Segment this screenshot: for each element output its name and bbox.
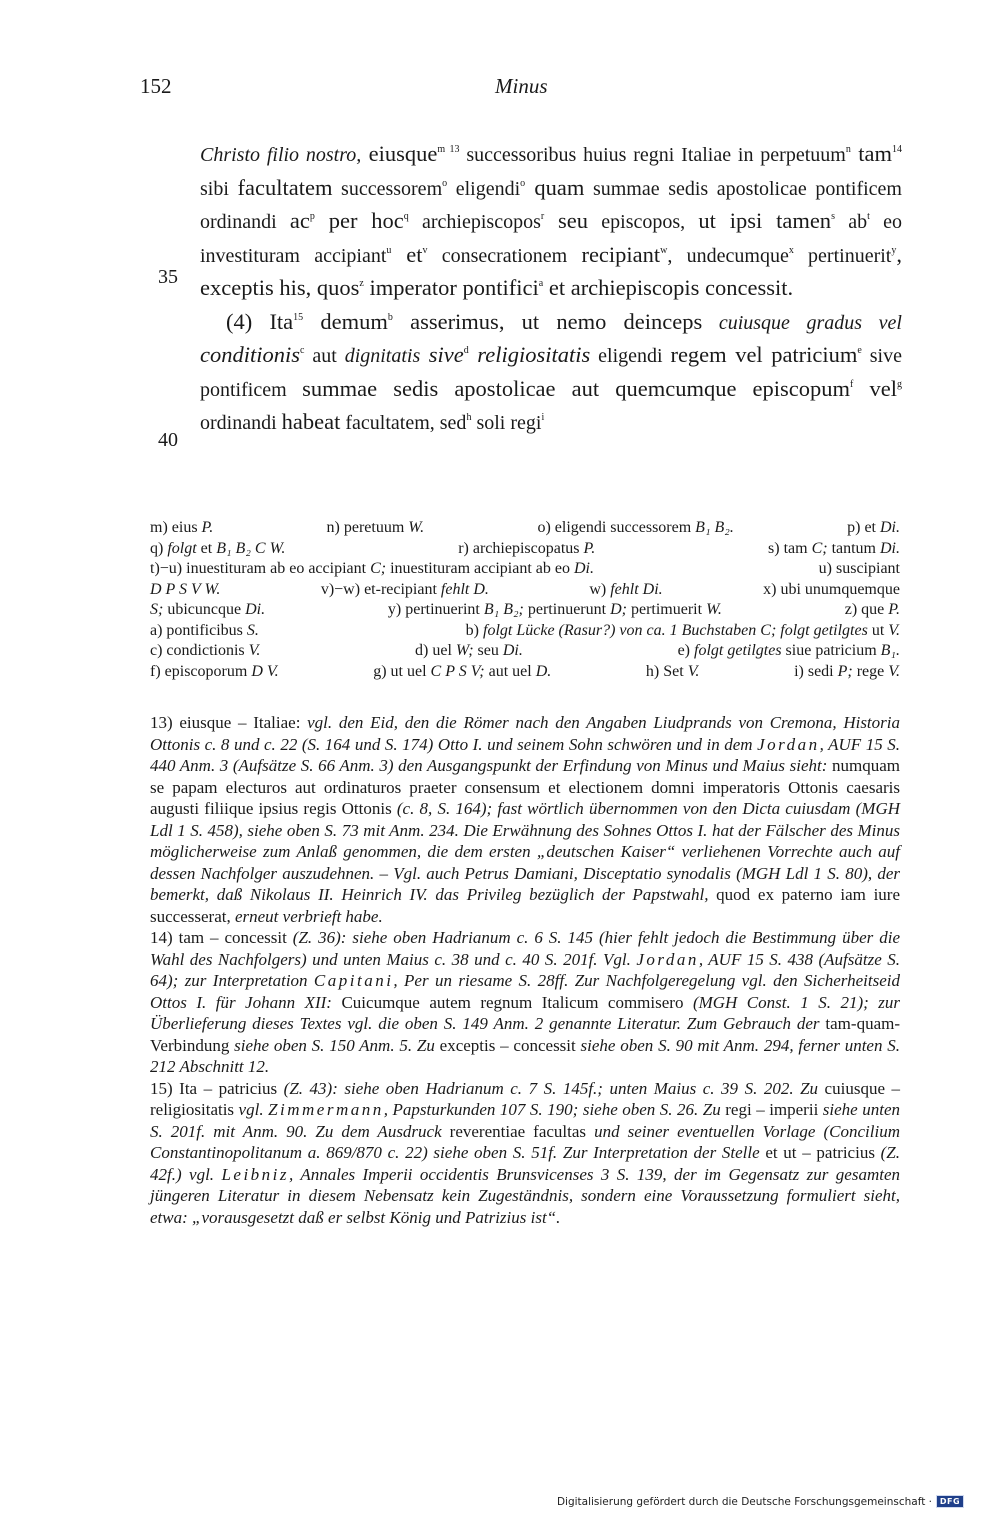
apparatus-entry bbox=[763, 580, 900, 601]
text-run: summae sedis apostolicae aut quemcumque episcopum bbox=[302, 375, 851, 401]
text-run: und seiner eventuellen Vorlage (Concilium Constantinopolitanum a. 869/870 c. 22) siehe oben S. 51f. Zur Interpretation der Stelle bbox=[150, 1121, 900, 1162]
text-run: (Z. 36): siehe oben Hadrianum c. 6 S. 145 (hier fehlt jedoch die Bestimmung über die Wahl des Nachfolgers) und unten Maius c. 38 und c. 40 S. 201f. Vgl. bbox=[150, 928, 900, 969]
footnote-mark: h bbox=[466, 412, 472, 423]
text-run: religiositatis bbox=[468, 342, 591, 367]
apparatus-line bbox=[150, 641, 900, 662]
text-run: siehe unten S. 201f. mit Anm. 90. Zu dem Ausdruck bbox=[150, 1100, 900, 1141]
text-run: (c. 8, S. 164); fast wörtlich übernommen von den Dicta cuiusdam (MGH Ldl 1 S. 458), siehe oben S. 73 mit Anm. 234. Die Erwähnung des Sohnes Ottos I. hat der Fälscher des Minus möglicherweise zum Anlaß genommen, die dem ersten „deutschen Kaiser“ verliehenen Vorrechte auch auf dessen Nachfolger auszudehnen. – Vgl. auch Petrus Damiani, Disceptatio synodalis (MGH Ldl 1 S. 80), der bemerkt, daß Nikolaus II. Heinrich IV. das Privileg bezüglich der Papstwahl, bbox=[150, 799, 901, 904]
text-run: eligendi bbox=[590, 345, 671, 367]
text-run: imperator pontifici bbox=[363, 275, 539, 300]
footnote-mark: o bbox=[442, 177, 448, 189]
text-run: tam-quam-Verbindung bbox=[150, 1014, 900, 1055]
apparatus-entry bbox=[150, 518, 213, 539]
apparatus-entry bbox=[458, 539, 595, 560]
text-run: , AUF 15 S. 438 (Aufsätze S. 64); zur Interpretation bbox=[150, 949, 900, 990]
text-run: asserimus, ut nemo deinceps bbox=[392, 308, 703, 334]
apparatus-entry bbox=[150, 621, 259, 642]
apparatus-run: folgt Lücke (Rasur?) von ca. 1 Buchstaben C; folgt getilgtes bbox=[483, 621, 868, 639]
edition-paragraph bbox=[200, 306, 902, 440]
text-run: siehe oben S. 150 Anm. 5. Zu bbox=[234, 1035, 435, 1055]
apparatus-run: V. bbox=[888, 621, 900, 639]
apparatus-entry bbox=[150, 559, 594, 580]
apparatus-run: C; bbox=[811, 539, 828, 557]
apparatus-run: B₁ B₂. bbox=[695, 519, 734, 536]
text-run: sive bbox=[420, 342, 464, 367]
text-run: Capitani bbox=[313, 971, 394, 990]
commentary-notes bbox=[150, 712, 900, 1228]
apparatus-run: P; bbox=[837, 662, 853, 680]
running-head bbox=[140, 74, 920, 104]
footnote-mark: b bbox=[387, 311, 393, 323]
footnote-mark: t bbox=[867, 211, 870, 222]
footnote-mark: y bbox=[891, 244, 897, 256]
text-run: quod ex paterno iam iure successerat, bbox=[150, 885, 900, 926]
text-run: eiusque bbox=[361, 141, 438, 166]
apparatus-run: z) que bbox=[844, 601, 889, 618]
text-run: (MGH Const. 1 S. 21); zur Überlieferung dieses Textes vgl. die oben S. 149 Anm. 2 genannte Literatur. Zum Gebrauch der bbox=[150, 992, 900, 1033]
footnote-mark: w bbox=[660, 244, 668, 256]
text-run: Cuicumque autem regnum Italicum commisero bbox=[331, 992, 693, 1012]
text-run: recipiant bbox=[581, 241, 661, 267]
apparatus-entry bbox=[537, 518, 733, 539]
apparatus-run: W. bbox=[706, 601, 722, 618]
footnote-mark: 15 bbox=[293, 311, 304, 323]
apparatus-run: D V. bbox=[251, 662, 279, 680]
text-run: ac bbox=[289, 208, 310, 233]
text-run: ut ipsi tamen bbox=[698, 208, 832, 233]
text-run: soli regi bbox=[471, 412, 542, 434]
apparatus-run: seu bbox=[473, 642, 503, 659]
footnote-mark: e bbox=[857, 345, 862, 356]
apparatus-line bbox=[150, 518, 900, 539]
apparatus-entry bbox=[678, 641, 900, 662]
apparatus-run: P. bbox=[201, 519, 214, 536]
text-run: (4) Ita bbox=[226, 308, 294, 334]
apparatus-run: P. bbox=[583, 539, 596, 557]
text-run: conditionis bbox=[200, 342, 300, 367]
apparatus-run: f) episcoporum bbox=[150, 662, 252, 680]
text-run: eligendi bbox=[447, 177, 521, 200]
apparatus-run: rege bbox=[852, 662, 889, 680]
text-run: regem vel patricium bbox=[670, 342, 858, 367]
apparatus-run: P. bbox=[888, 601, 900, 618]
apparatus-entry bbox=[373, 662, 551, 683]
footnote-mark: o bbox=[520, 177, 526, 189]
apparatus-run: W. bbox=[408, 519, 425, 536]
text-run: archiepiscopos bbox=[408, 211, 541, 233]
apparatus-entry bbox=[150, 539, 285, 560]
text-run: cuiusque gradus vel bbox=[702, 311, 902, 334]
text-run: , Per un riesame S. 28ff. Zur Nachfolgeregelung vgl. den Sicherheitseid Ottos I. für Johann XII: bbox=[150, 971, 900, 1012]
apparatus-entry bbox=[150, 662, 279, 683]
apparatus-run: C; bbox=[370, 560, 387, 577]
footnote-mark: c bbox=[300, 345, 305, 356]
apparatus-run: i) sedi bbox=[794, 662, 838, 680]
apparatus-run: c) condictionis bbox=[150, 642, 249, 659]
apparatus-line bbox=[150, 662, 900, 683]
apparatus-run: m) eius bbox=[150, 519, 202, 536]
text-run: vel bbox=[853, 375, 897, 401]
apparatus-run: t)−u) inuestituram ab eo accipiant bbox=[150, 560, 371, 577]
apparatus-line bbox=[150, 621, 900, 642]
footnote-mark: f bbox=[850, 378, 854, 390]
apparatus-line bbox=[150, 559, 900, 580]
text-run: sive pontificem bbox=[200, 345, 902, 401]
apparatus-run: tantum bbox=[827, 539, 880, 557]
edition-paragraph bbox=[200, 138, 902, 306]
apparatus-run: n) peretuum bbox=[326, 519, 409, 536]
apparatus-run: pertinuerunt bbox=[523, 601, 611, 618]
footnote-mark: q bbox=[403, 211, 409, 222]
footnote-mark: r bbox=[540, 211, 545, 222]
apparatus-run: siue patricium bbox=[781, 642, 881, 659]
commentary-note bbox=[150, 1078, 900, 1229]
text-run: quam bbox=[525, 174, 585, 200]
apparatus-run: u) suscipiant bbox=[818, 560, 900, 577]
apparatus-run: V. bbox=[888, 662, 900, 680]
apparatus-entry bbox=[321, 580, 489, 601]
apparatus-entry bbox=[589, 580, 662, 601]
text-run: et archiepiscopis concessit. bbox=[543, 275, 794, 300]
apparatus-run: s) tam bbox=[768, 539, 812, 557]
text-run: regi – imperii bbox=[720, 1100, 823, 1119]
apparatus-run: C P S V; bbox=[430, 662, 485, 680]
apparatus-entry bbox=[327, 518, 425, 539]
apparatus-run: W; bbox=[455, 642, 474, 659]
text-run: facultatem bbox=[237, 174, 333, 200]
footnote-mark: 14 bbox=[892, 144, 902, 155]
text-run: demum bbox=[303, 308, 388, 334]
apparatus-run: D. bbox=[535, 662, 552, 680]
page-number: 152 bbox=[140, 74, 172, 98]
apparatus-run: et bbox=[196, 539, 217, 557]
apparatus-entry bbox=[794, 662, 900, 683]
digitization-credit bbox=[557, 1495, 964, 1508]
text-run: ab bbox=[834, 211, 868, 233]
text-run: Christo filio nostro, bbox=[200, 144, 362, 166]
text-run: siehe oben S. 90 mit Anm. 294, ferner unten S. 212 Abschnitt 12. bbox=[150, 1035, 900, 1076]
text-run: exceptis – concessit bbox=[434, 1035, 581, 1055]
text-run: Jordan bbox=[757, 734, 820, 754]
text-run: , undecumque bbox=[667, 244, 789, 267]
footnote-mark: u bbox=[386, 244, 392, 256]
text-run: summae sedis apostolicae pontificem ordinandi bbox=[200, 177, 902, 233]
text-run: et bbox=[391, 241, 423, 267]
apparatus-run: V. bbox=[248, 642, 261, 659]
text-run: (Z. 43): siehe oben Hadrianum c. 7 S. 145f.; unten Maius c. 39 S. 202. Zu bbox=[283, 1078, 819, 1098]
text-run: vgl. den Eid, den die Römer nach den Angaben Liudprands von Cremona, Historia Ottonis c. 8 und c. 22 (S. 164 und S. 174) Otto I. und seinem Sohn schwören und in dem bbox=[150, 713, 900, 754]
text-run: erneut verbrieft habe. bbox=[234, 906, 383, 926]
apparatus-entry bbox=[646, 662, 700, 683]
text-run: , Annales Imperii occidentis Brunsvicenses 3 S. 139, der im Gegensatz zur gesamten jüngeren Literatur in diesem Nebensatz kein Zugeständnis, sondern eine Voraussetzung formuliert sieht, etwa: „vorausgesetzt daß er selbst König und Patrizius ist“. bbox=[150, 1164, 900, 1227]
apparatus-run: Di. bbox=[245, 601, 266, 618]
credit-text: Digitalisierung gefördert durch die Deutsche Forschungsgemeinschaft · bbox=[556, 1495, 932, 1508]
text-run: 14) tam – concessit bbox=[150, 928, 293, 947]
commentary-note bbox=[150, 927, 900, 1078]
text-run: , exceptis his, quos bbox=[200, 241, 902, 300]
apparatus-run: S; bbox=[150, 601, 164, 618]
apparatus-run: V. bbox=[687, 662, 700, 680]
text-run: (Z. 42f.) vgl. bbox=[150, 1143, 901, 1184]
apparatus-run: a) pontificibus bbox=[150, 621, 247, 639]
text-run: seu bbox=[544, 208, 589, 233]
footnote-mark: n bbox=[845, 144, 851, 155]
apparatus-line bbox=[150, 580, 900, 601]
apparatus-run: x) ubi unumquemque bbox=[763, 580, 900, 598]
dfg-logo: DFG bbox=[936, 1495, 964, 1508]
apparatus-entry bbox=[150, 580, 220, 601]
apparatus-entry bbox=[150, 641, 260, 662]
text-run: , AUF 15 S. 440 Anm. 3 (Aufsätze S. 66 Anm. 3) den Ausgangspunkt der Erfindung von Minus und Maius sieht: bbox=[150, 734, 900, 775]
text-run: episcopos, bbox=[588, 211, 699, 233]
apparatus-run: p) et bbox=[847, 519, 880, 536]
text-run: sibi bbox=[200, 177, 238, 200]
apparatus-run: b) bbox=[465, 621, 483, 639]
footnote-mark: i bbox=[541, 412, 545, 423]
apparatus-run: ubicuncque bbox=[163, 601, 246, 618]
text-run: tam bbox=[850, 141, 892, 166]
footnote-mark: m 13 bbox=[437, 144, 460, 155]
apparatus-run: Di. bbox=[502, 642, 523, 659]
text-run: vgl. bbox=[238, 1100, 269, 1119]
text-run: 15) Ita – patricius bbox=[150, 1078, 284, 1098]
apparatus-entry bbox=[388, 600, 722, 621]
apparatus-run: e) bbox=[677, 642, 694, 659]
apparatus-entry bbox=[819, 559, 900, 580]
text-run: per hoc bbox=[314, 208, 404, 233]
apparatus-run: Di. bbox=[880, 519, 900, 536]
apparatus-run: ut bbox=[867, 621, 889, 639]
text-run: aut bbox=[304, 345, 345, 367]
footnote-mark: p bbox=[309, 211, 315, 222]
line-number-40: 40 bbox=[158, 429, 178, 451]
text-run: et ut – patricius bbox=[759, 1143, 881, 1162]
apparatus-entry bbox=[845, 600, 900, 621]
running-title: Minus bbox=[495, 74, 548, 98]
footnote-mark: g bbox=[897, 378, 902, 390]
apparatus-line bbox=[150, 539, 900, 560]
footnote-mark: z bbox=[359, 278, 364, 289]
text-run: eo investituram accipiant bbox=[200, 211, 902, 267]
apparatus-entry bbox=[415, 641, 523, 662]
apparatus-run: B₁. bbox=[880, 642, 900, 659]
apparatus-run: d) uel bbox=[415, 642, 456, 659]
apparatus-run: pertimuerit bbox=[626, 601, 707, 618]
apparatus-entry bbox=[847, 518, 900, 539]
apparatus-run: g) ut uel bbox=[373, 662, 431, 680]
apparatus-run: folgt bbox=[167, 539, 197, 557]
footnote-mark: x bbox=[788, 244, 794, 256]
text-run: ordinandi bbox=[200, 412, 282, 434]
apparatus-run: v)−w) et-recipiant bbox=[320, 580, 441, 598]
apparatus-run: Di. bbox=[880, 539, 900, 557]
apparatus-run: folgt getilgtes bbox=[694, 642, 782, 659]
footnote-mark: s bbox=[831, 211, 835, 222]
apparatus-run: D P S V W. bbox=[150, 580, 221, 598]
apparatus-run: r) archiepiscopatus bbox=[458, 539, 584, 557]
apparatus-line bbox=[150, 600, 900, 621]
footnote-mark: a bbox=[538, 278, 544, 289]
text-run: habeat bbox=[281, 409, 341, 434]
apparatus-run: D; bbox=[610, 601, 627, 618]
commentary-note bbox=[150, 712, 900, 927]
apparatus-run: fehlt D. bbox=[440, 580, 489, 598]
critical-apparatus bbox=[150, 518, 900, 682]
text-run: consecrationem bbox=[427, 244, 582, 267]
text-run: Jordan bbox=[636, 949, 699, 969]
apparatus-run: q) bbox=[150, 539, 168, 557]
apparatus-run: fehlt Di. bbox=[610, 580, 663, 598]
text-run: pertinuerit bbox=[793, 244, 892, 267]
text-run: reverentiae facultas bbox=[441, 1121, 595, 1141]
text-run: successoribus huius regni Italiae in perpetuum bbox=[459, 144, 846, 166]
text-run: Zimmermann bbox=[268, 1100, 384, 1119]
footnote-mark: v bbox=[422, 244, 428, 256]
apparatus-entry bbox=[466, 621, 900, 642]
footnote-mark: d bbox=[463, 345, 469, 356]
apparatus-run: h) Set bbox=[645, 662, 688, 680]
apparatus-run: Di. bbox=[574, 560, 594, 577]
apparatus-run: S. bbox=[246, 621, 259, 639]
apparatus-run: o) eligendi successorem bbox=[537, 519, 696, 536]
apparatus-entry bbox=[150, 600, 265, 621]
apparatus-run: B₁ B₂; bbox=[483, 601, 524, 618]
apparatus-run: aut uel bbox=[484, 662, 536, 680]
text-run: numquam se papam electuros aut ordinaturos praeter consensum et electionem domni imperatoris Ottonis caesaris augusti filiique ipsius regis Ottonis bbox=[150, 756, 900, 818]
text-run: facultatem, sed bbox=[340, 412, 467, 434]
apparatus-run: B₁ B₂ C W. bbox=[216, 539, 286, 557]
text-run: 13) eiusque – Italiae: bbox=[150, 713, 308, 732]
apparatus-run: y) pertinuerint bbox=[387, 601, 484, 618]
text-run: , Papsturkunden 107 S. 190; siehe oben S. 26. Zu bbox=[383, 1100, 721, 1119]
line-number-35: 35 bbox=[158, 266, 178, 288]
text-run: Leibniz bbox=[221, 1164, 289, 1184]
text-run: dignitatis bbox=[344, 345, 421, 367]
apparatus-run: inuestituram accipiant ab eo bbox=[386, 560, 574, 577]
apparatus-entry bbox=[768, 539, 900, 560]
apparatus-run: w) bbox=[589, 580, 611, 598]
text-run: cuiusque – religiositatis bbox=[150, 1078, 900, 1119]
edition-text bbox=[200, 138, 902, 440]
text-run: successorem bbox=[332, 177, 443, 200]
